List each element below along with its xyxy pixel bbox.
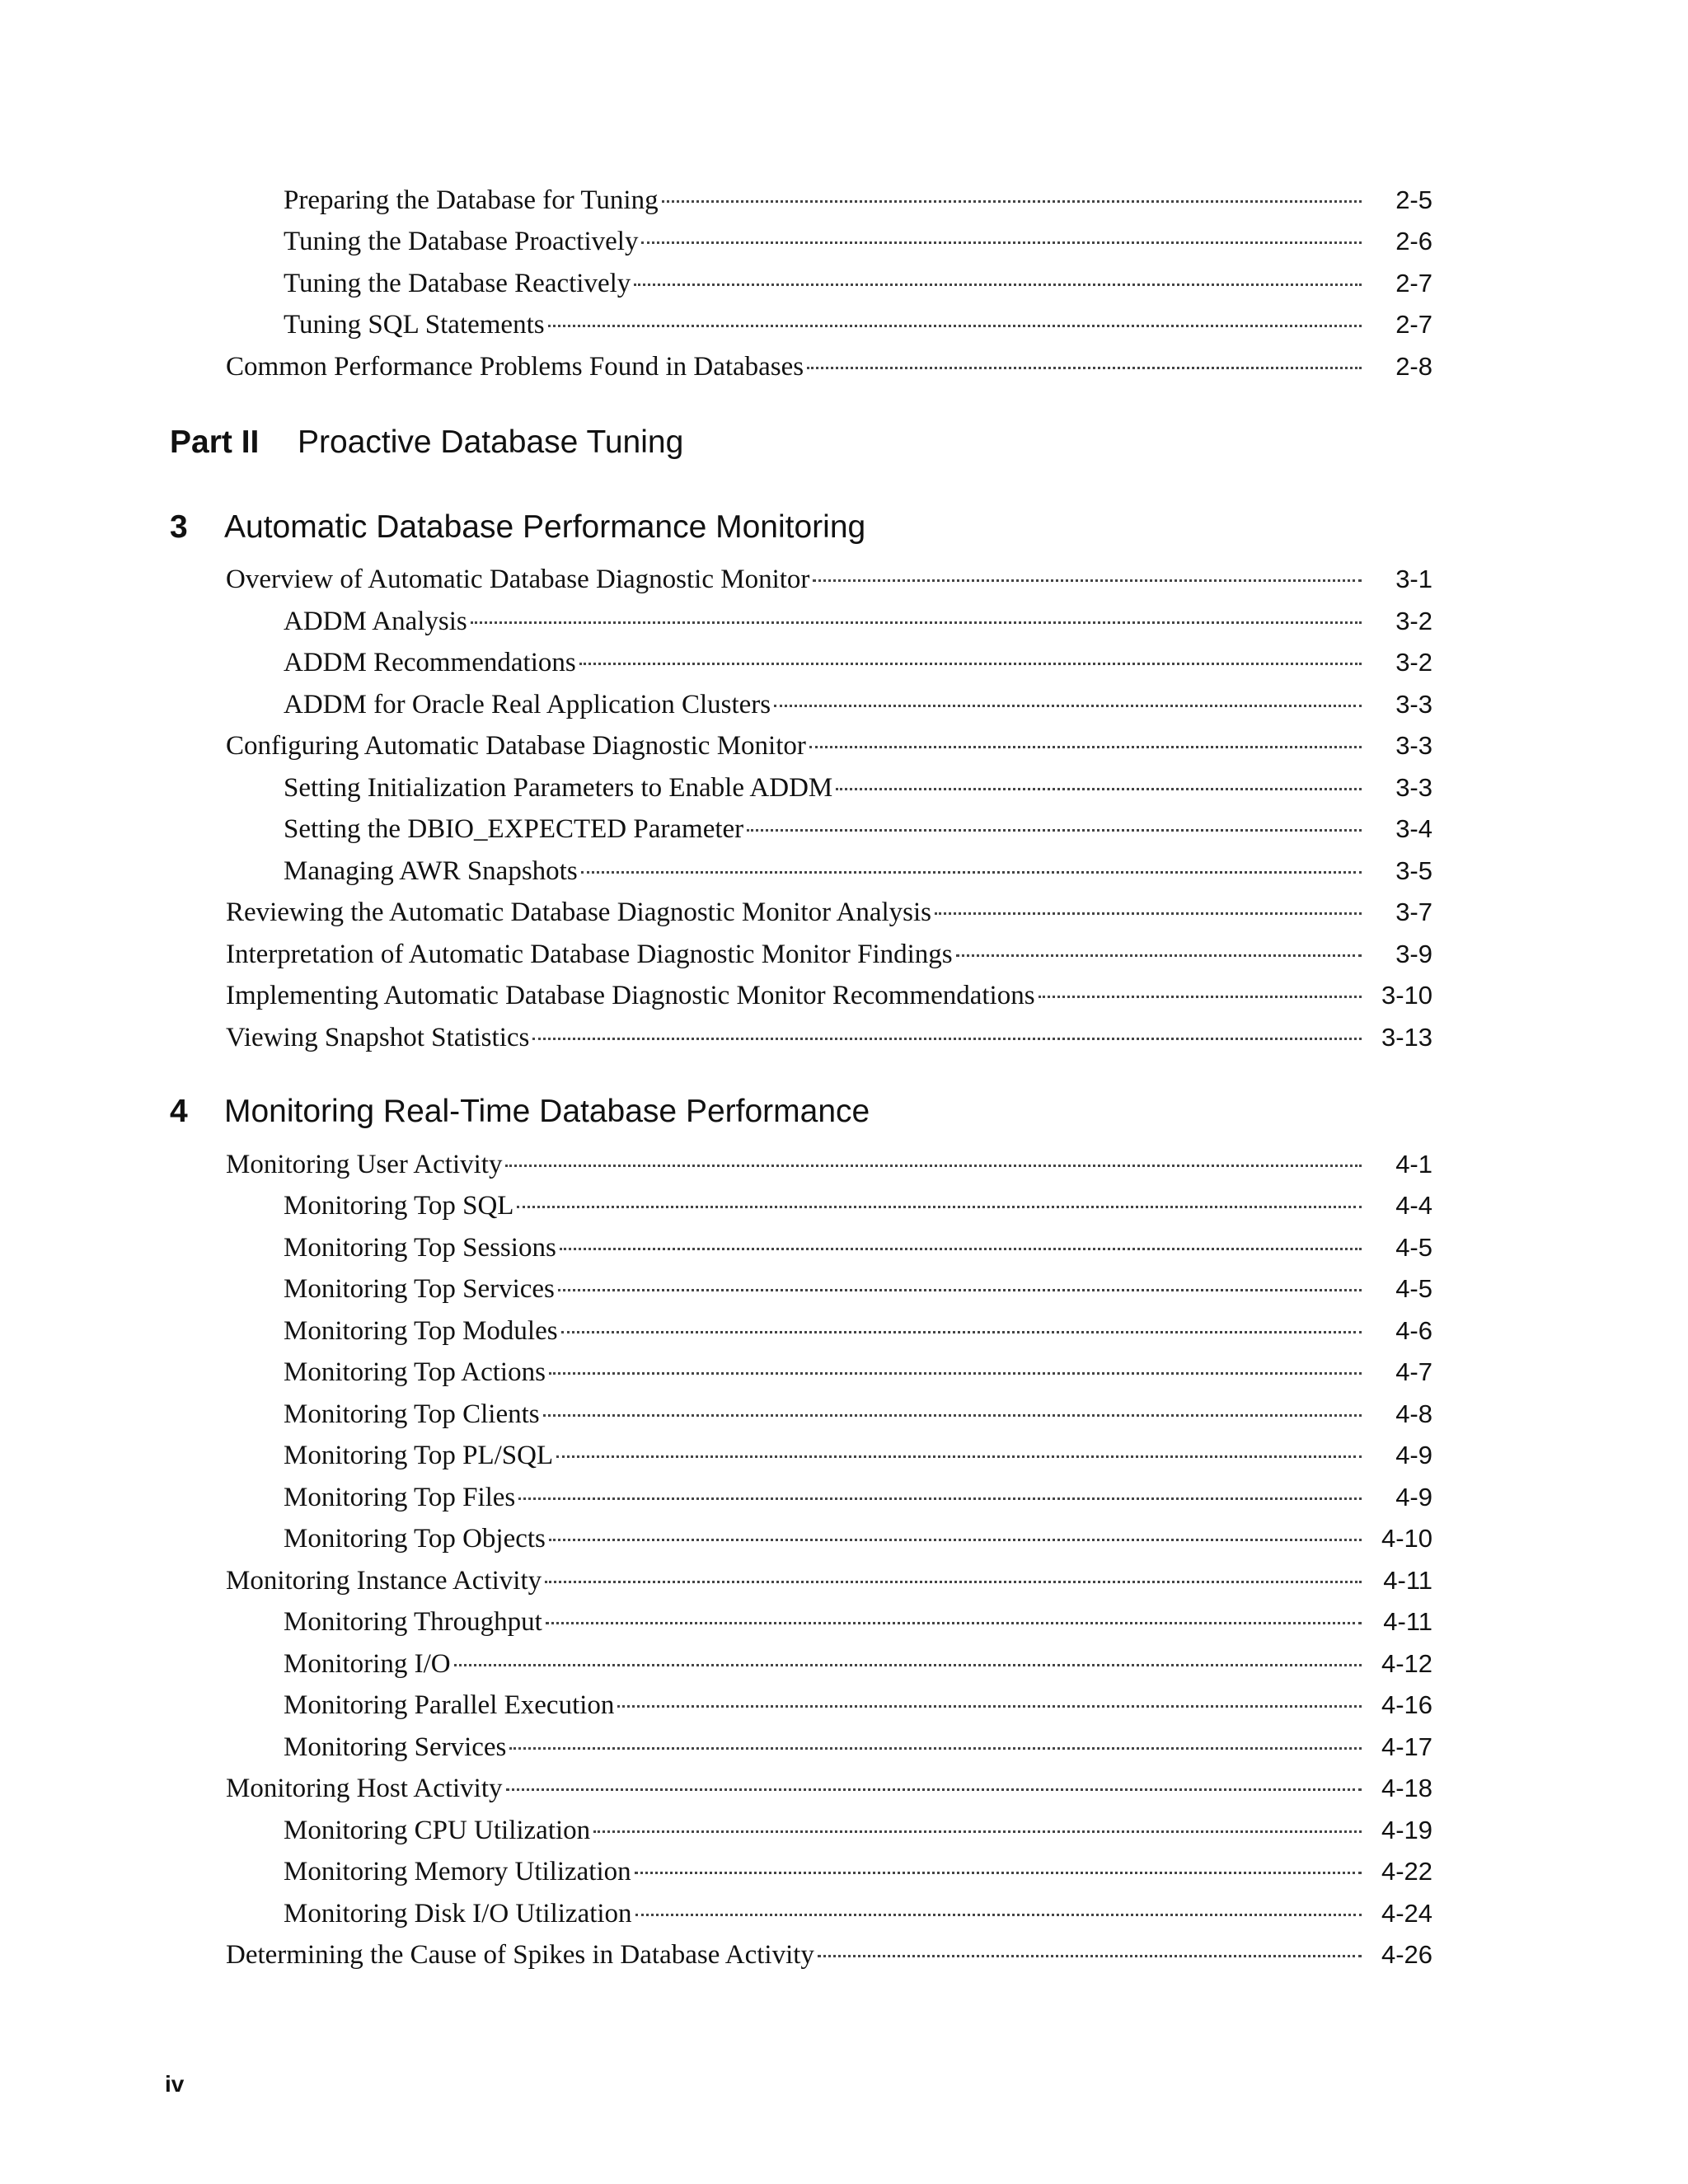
- toc-entry-page: 2-5: [1395, 185, 1432, 214]
- toc-entry-title: Monitoring Top Services: [284, 1274, 555, 1304]
- dot-leader: [561, 1331, 1362, 1333]
- toc-entry-page: 2-8: [1395, 352, 1432, 381]
- toc-entry-page: 4-9: [1395, 1483, 1432, 1511]
- toc-entry-title: Setting the DBIO_EXPECTED Parameter: [284, 814, 744, 844]
- toc-entry-page: 3-2: [1395, 607, 1432, 635]
- toc-entry[interactable]: [284, 266, 1432, 301]
- toc-entry-page: 4-19: [1381, 1816, 1432, 1844]
- toc-entry-title: Tuning the Database Reactively: [284, 269, 631, 298]
- dot-leader: [509, 1747, 1362, 1750]
- toc-entry-page: 4-22: [1381, 1857, 1432, 1886]
- toc-entry-page: 3-3: [1395, 773, 1432, 802]
- toc-entry[interactable]: [284, 687, 1432, 722]
- toc-entry-page: 4-7: [1395, 1357, 1432, 1386]
- dot-leader: [635, 1914, 1362, 1916]
- toc-entry-title: Monitoring Throughput: [284, 1607, 542, 1637]
- toc-entry-page: 4-11: [1383, 1566, 1432, 1595]
- dot-leader: [549, 1539, 1362, 1541]
- toc-entry-title: Monitoring Top SQL: [284, 1191, 514, 1221]
- dot-leader: [1039, 996, 1362, 998]
- toc-entry-page: 2-7: [1395, 310, 1432, 339]
- toc-entry[interactable]: [226, 1020, 1432, 1055]
- dot-leader: [634, 284, 1362, 286]
- toc-entry-page: 4-10: [1381, 1524, 1432, 1553]
- dot-leader: [818, 1955, 1362, 1957]
- dot-leader: [560, 1248, 1362, 1250]
- dot-leader: [454, 1664, 1362, 1666]
- toc-entry[interactable]: [284, 224, 1432, 259]
- toc-entry[interactable]: [284, 645, 1432, 680]
- toc-entry-page: 4-17: [1381, 1732, 1432, 1761]
- toc-entry-title: Configuring Automatic Database Diagnostic Monitor: [226, 731, 806, 761]
- chapter-number: 4: [170, 1094, 188, 1129]
- toc-entry[interactable]: [284, 604, 1432, 639]
- toc-entry-title: Monitoring CPU Utilization: [284, 1816, 591, 1845]
- toc-entry-title: Setting Initialization Parameters to Enable ADDM: [284, 773, 833, 803]
- page-number: iv: [165, 2071, 185, 2097]
- toc-entry-title: Monitoring Top Actions: [284, 1357, 546, 1387]
- toc-entry[interactable]: [284, 1521, 1432, 1556]
- toc-entry[interactable]: [226, 978, 1432, 1013]
- toc-entry-page: 4-16: [1381, 1690, 1432, 1719]
- toc-entry-page: 3-2: [1395, 648, 1432, 677]
- chapter-title[interactable]: Automatic Database Performance Monitoring: [224, 509, 866, 545]
- toc-entry[interactable]: [284, 1314, 1432, 1348]
- dot-leader: [641, 241, 1362, 244]
- toc-entry-page: 3-10: [1381, 981, 1432, 1010]
- dot-leader: [505, 1165, 1362, 1167]
- toc-entry-title: Implementing Automatic Database Diagnostic Monitor Recommendations: [226, 981, 1035, 1010]
- dot-leader: [774, 705, 1362, 707]
- toc-entry[interactable]: [226, 349, 1432, 384]
- dot-leader: [543, 1414, 1362, 1417]
- toc-entry-page: 3-4: [1395, 814, 1432, 843]
- dot-leader: [579, 663, 1362, 665]
- toc-entry-page: 2-7: [1395, 269, 1432, 298]
- toc-entry-page: 4-4: [1395, 1191, 1432, 1220]
- toc-entry-title: Monitoring Instance Activity: [226, 1566, 542, 1596]
- toc-entry-page: 3-7: [1395, 898, 1432, 926]
- toc-entry-title: Preparing the Database for Tuning: [284, 185, 659, 215]
- dot-leader: [662, 200, 1362, 203]
- toc-entry[interactable]: [284, 1605, 1432, 1639]
- dot-leader: [836, 788, 1362, 790]
- toc-entry-title: Interpretation of Automatic Database Diagnostic Monitor Findings: [226, 940, 953, 969]
- dot-leader: [517, 1206, 1362, 1208]
- toc-entry[interactable]: [284, 1230, 1432, 1265]
- toc-entry-page: 3-3: [1395, 731, 1432, 760]
- toc-entry-title: Monitoring Top Objects: [284, 1524, 546, 1554]
- toc-entry[interactable]: [284, 1688, 1432, 1722]
- toc-entry[interactable]: [284, 854, 1432, 888]
- dot-leader: [545, 1581, 1362, 1583]
- toc-entry-page: 3-5: [1395, 856, 1432, 885]
- toc-entry-page: 3-3: [1395, 690, 1432, 719]
- toc-entry-page: 4-5: [1395, 1274, 1432, 1303]
- dot-leader: [935, 912, 1362, 915]
- toc-entry-title: Tuning SQL Statements: [284, 310, 545, 340]
- dot-leader: [471, 621, 1362, 624]
- toc-entry-title: Monitoring Memory Utilization: [284, 1857, 631, 1886]
- toc-entry-title: Monitoring Top PL/SQL: [284, 1441, 554, 1470]
- toc-entry-page: 3-9: [1395, 940, 1432, 968]
- toc-entry-title: Common Performance Problems Found in Databases: [226, 352, 804, 382]
- toc-entry[interactable]: [226, 562, 1432, 597]
- toc-entry[interactable]: [284, 771, 1432, 805]
- toc-entry-page: 3-1: [1395, 565, 1432, 593]
- toc-entry[interactable]: [226, 1563, 1432, 1598]
- toc-entry[interactable]: [226, 1938, 1432, 1972]
- toc-entry[interactable]: [284, 1647, 1432, 1681]
- toc-entry-title: Monitoring Services: [284, 1732, 507, 1762]
- toc-entry-page: 2-6: [1395, 227, 1432, 255]
- toc-entry-title: Overview of Automatic Database Diagnostic Monitor: [226, 565, 810, 594]
- chapter-number: 3: [170, 509, 188, 545]
- toc-entry[interactable]: [284, 1896, 1432, 1931]
- dot-leader: [747, 829, 1362, 832]
- toc-entry-title: Tuning the Database Proactively: [284, 227, 639, 256]
- toc-entry-title: ADDM Analysis: [284, 607, 467, 636]
- toc-entry-title: Monitoring Top Modules: [284, 1316, 558, 1346]
- toc-entry[interactable]: [284, 1730, 1432, 1765]
- dot-leader: [558, 1289, 1362, 1291]
- toc-entry[interactable]: [284, 812, 1432, 846]
- toc-entry[interactable]: [226, 1771, 1432, 1806]
- toc-entry-page: 4-6: [1395, 1316, 1432, 1345]
- chapter-heading: [170, 507, 866, 548]
- dot-leader: [546, 1622, 1362, 1624]
- toc-entry-title: ADDM for Oracle Real Application Clusters: [284, 690, 771, 719]
- toc-entry[interactable]: [284, 1854, 1432, 1889]
- toc-entry-page: 4-24: [1381, 1899, 1432, 1928]
- part-label: Part II: [170, 424, 260, 460]
- toc-entry-title: Viewing Snapshot Statistics: [226, 1023, 530, 1052]
- dot-leader: [556, 1455, 1362, 1458]
- toc-entry-page: 4-1: [1395, 1150, 1432, 1179]
- toc-entry-title: Managing AWR Snapshots: [284, 856, 578, 886]
- toc-entry-page: 3-13: [1381, 1023, 1432, 1052]
- toc-entry[interactable]: [284, 1355, 1432, 1390]
- toc-entry[interactable]: [226, 729, 1432, 763]
- toc-entry-page: 4-11: [1383, 1607, 1432, 1636]
- toc-entry-title: Monitoring Top Sessions: [284, 1233, 556, 1263]
- dot-leader: [807, 367, 1362, 369]
- dot-leader: [506, 1788, 1362, 1791]
- dot-leader: [617, 1705, 1362, 1708]
- dot-leader: [956, 954, 1362, 957]
- toc-entry[interactable]: [284, 1480, 1432, 1515]
- toc-entry-title: Monitoring I/O: [284, 1649, 451, 1679]
- toc-entry[interactable]: [284, 1188, 1432, 1223]
- toc-entry-title: Reviewing the Automatic Database Diagnostic Monitor Analysis: [226, 898, 932, 927]
- toc-entry[interactable]: [284, 1438, 1432, 1473]
- dot-leader: [549, 1372, 1362, 1375]
- toc-entry-title: Monitoring Top Clients: [284, 1399, 540, 1429]
- toc-entry-title: Determining the Cause of Spikes in Database Activity: [226, 1940, 814, 1970]
- part-heading: [170, 422, 684, 463]
- toc-entry-title: Monitoring Top Files: [284, 1483, 516, 1512]
- toc-entry-page: 4-8: [1395, 1399, 1432, 1428]
- toc-entry-page: 4-18: [1381, 1774, 1432, 1802]
- dot-leader: [593, 1830, 1362, 1833]
- toc-entry-title: Monitoring Disk I/O Utilization: [284, 1899, 632, 1929]
- dot-leader: [813, 579, 1362, 582]
- dot-leader: [548, 325, 1362, 327]
- toc-entry[interactable]: [284, 1272, 1432, 1306]
- toc-entry-page: 4-12: [1381, 1649, 1432, 1678]
- toc-entry[interactable]: [226, 937, 1432, 972]
- toc-entry[interactable]: [284, 1813, 1432, 1848]
- dot-leader: [518, 1497, 1362, 1500]
- toc-entry[interactable]: [226, 895, 1432, 930]
- dot-leader: [635, 1872, 1362, 1874]
- toc-entry-title: Monitoring Parallel Execution: [284, 1690, 615, 1720]
- chapter-title[interactable]: Monitoring Real-Time Database Performance: [224, 1094, 870, 1129]
- toc-entry-title: Monitoring Host Activity: [226, 1774, 503, 1803]
- toc-entry-title: Monitoring User Activity: [226, 1150, 503, 1179]
- chapter-heading: [170, 1091, 870, 1132]
- toc-entry[interactable]: [226, 1147, 1432, 1182]
- toc-entry-page: 4-5: [1395, 1233, 1432, 1262]
- toc-entry[interactable]: [284, 183, 1432, 218]
- toc-entry-title: ADDM Recommendations: [284, 648, 576, 677]
- dot-leader: [532, 1038, 1362, 1040]
- toc-entry-page: 4-26: [1381, 1940, 1432, 1969]
- part-title: Proactive Database Tuning: [298, 424, 684, 460]
- toc-entry[interactable]: [284, 1397, 1432, 1432]
- dot-leader: [809, 746, 1362, 748]
- toc-entry-page: 4-9: [1395, 1441, 1432, 1469]
- toc-entry[interactable]: [284, 307, 1432, 342]
- dot-leader: [581, 871, 1362, 874]
